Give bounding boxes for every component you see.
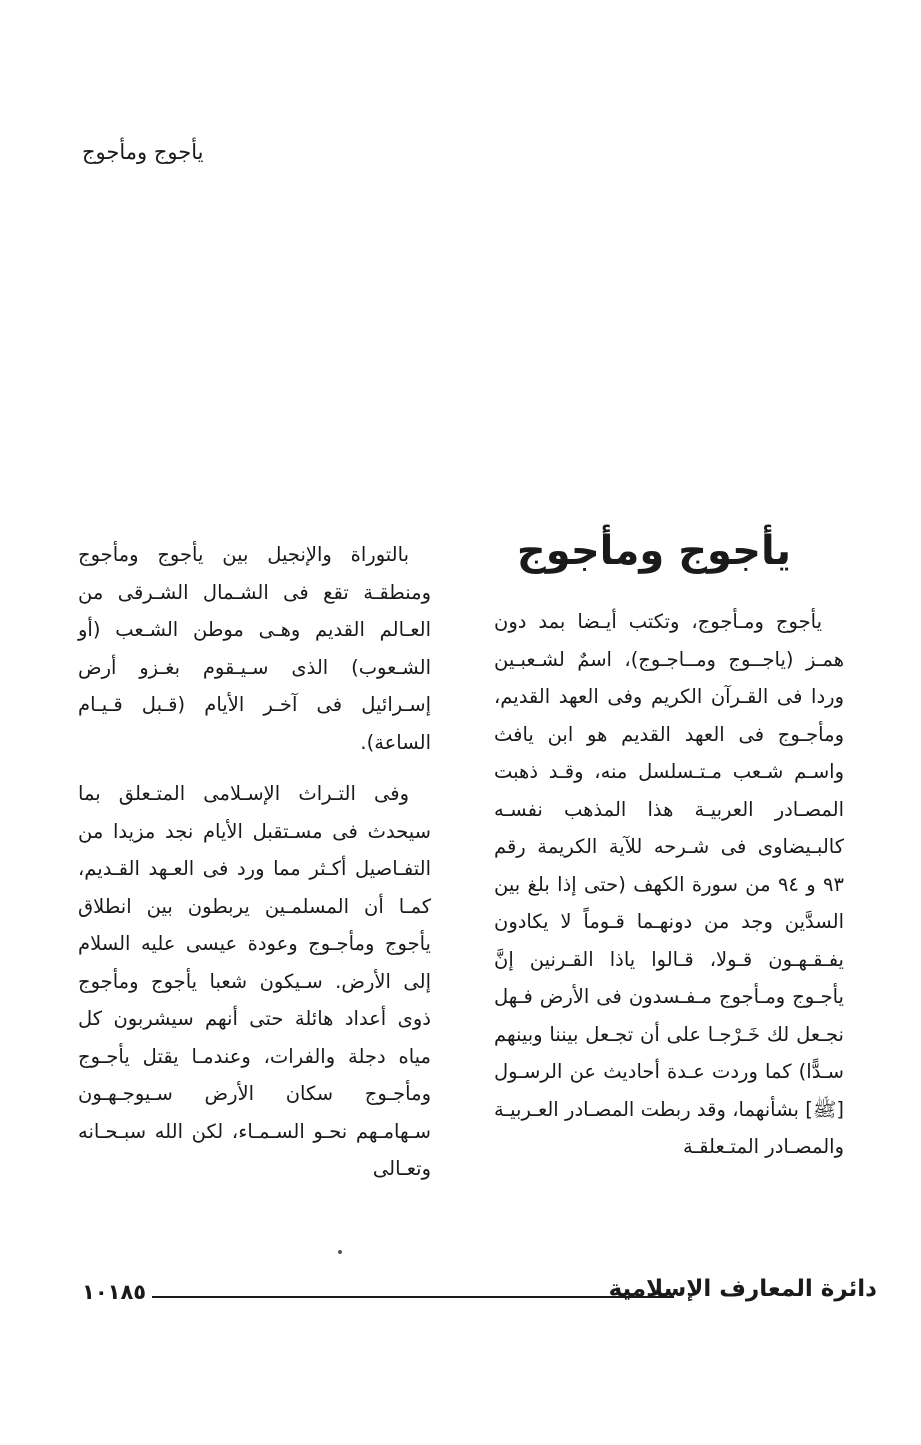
footer-rule: [152, 1296, 674, 1298]
paragraph: يأجوج ومـأجوج، وتكتب أيـضا بمد دون همـز (ياجــوج ومــاجـوج)، اسمٌ لشـعبـين وردا فى القـرآن الكريم وفى العهد القديم، ومأجـوج فى العهد القديم هو ابن يافث واسـم شـعب مـتـسلسل منه، وقـد ذهبت المصـادر العربيـة هذا المذهب نفسـه كالبـيضاوى فى شـرحه للآية الكريمة رقم ٩٣ و ٩٤ من سورة الكهف (حتى إذا بلغ بين السدَّين وجد من دونهـما قـوماً لا يكادون يفـقـهـون قـولا، قـالوا ياذا القـرنين إنَّ يأجـوج ومـأجوج مـفـسدون فى الأرض فـهل نجـعل لك خَـرْجـا على أن تجـعل بيننا وبينهم سـدًّا) كما وردت عـدة أحاديث عن الرسـول [ﷺ] بشأنهما، وقد ربطت المصـادر العـربيـة والمصـادر المتـعلقـة: [494, 610, 844, 1158]
page-number: ١٠١٨٥: [82, 1280, 147, 1304]
paragraph: بالتوراة والإنجيل بين يأجوج ومأجوج ومنطقـة تقع فى الشـمال الشـرقى من العـالم القديم وهـى موطن الشـعب (أو الشـعوب) الذى سـيـقوم بغـزو أرض إسـرائيل فى آخـر الأيام (قـبل قـيـام الساعة).: [78, 543, 431, 754]
article-title: يأجوج ومأجوج: [516, 528, 791, 574]
paragraph: وفى التـراث الإسـلامى المتـعلق بما سيحدث فى مسـتقبل الأيام نجد مزيدا من التفـاصيل أكـثر مما ورد فى العـهد القـديم، كمـا أن المسلمـين يربطون بين انطلاق يأجوج ومأجـوج وعودة عيسى عليه السلام إلى الأرض. سـيكون شعبا يأجوج ومأجوج ذوى أعداد هائلة حتى أنهم سيشربون كل مياه دجلة والفرات، وعندمـا يقتل يأجـوج ومأجـوج سكان الأرض سـيوجـهـون سـهامـهم نحـو السـمـاء، لكن الله سبـحـانه وتعـالى: [78, 782, 431, 1180]
article-column-right: [494, 603, 844, 1166]
print-speck: [338, 1250, 342, 1254]
publication-title: دائرة المعارف الإسلامية: [608, 1276, 877, 1302]
article-column-left: [78, 536, 431, 1188]
running-header: يأجوج ومأجوج: [82, 140, 204, 164]
